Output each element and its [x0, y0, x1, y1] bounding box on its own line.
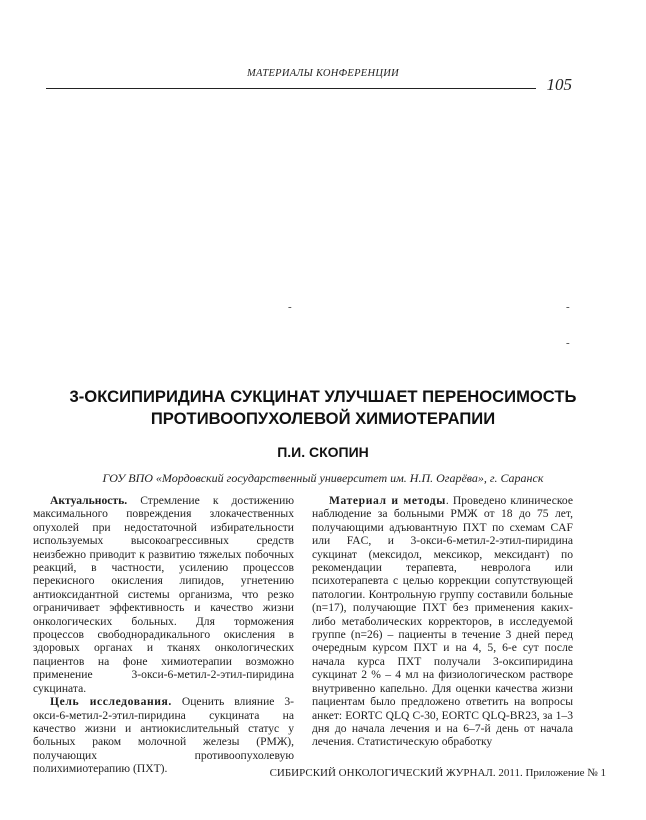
stray-mark: - — [566, 301, 570, 313]
header-rule — [46, 88, 536, 89]
aim-lead: Цель исследования. — [50, 695, 172, 709]
aim-paragraph — [33, 695, 294, 775]
title-line-2: ПРОТИВООПУХОЛЕВОЙ ХИМИОТЕРАПИИ — [150, 409, 496, 428]
aim-text: Оценить влияние 3-окси-6-метил-2-этил-пиридина сукцината на качество жизни и антиокислительный статус у больных раком молочной железы (РМЖ), получающих противоопухолевую полихимиотерапию (ПХТ). — [33, 695, 294, 776]
running-header: МАТЕРИАЛЫ КОНФЕРЕНЦИИ — [246, 68, 400, 79]
page-number: 105 — [546, 75, 572, 94]
stray-mark: - — [566, 337, 570, 349]
left-column — [33, 494, 294, 776]
journal-footer: СИБИРСКИЙ ОНКОЛОГИЧЕСКИЙ ЖУРНАЛ. 2011. Приложение № 1 — [269, 767, 606, 779]
methods-paragraph — [312, 494, 573, 749]
stray-mark: - — [288, 301, 292, 313]
right-column — [312, 494, 573, 749]
relevance-lead: Актуальность. — [50, 494, 128, 507]
title-line-1: 3-ОКСИПИРИДИНА СУКЦИНАТ УЛУЧШАЕТ ПЕРЕНОСИМОСТЬ — [69, 387, 577, 406]
relevance-text: Стремление к достижению максимального повреждения злокачественных опухолей при недостаточной избирательности используемых высокоагрессивных средств неизбежно приводит к развитию тяжелых побочных реакций, в частности, усилению процессов перекисного окисления липидов, угнетению антиоксидантной системы организма, что резко ограничивает эффективность и качество жизни онкологических больных. Для торможения процессов свободнорадикального окисления в здоровых органах и тканях онкологических пациентов на фоне химиотерапии возможно применение 3-окси-6-метил-2-этил-пиридина сукцината. — [33, 494, 294, 695]
relevance-paragraph — [33, 494, 294, 695]
methods-lead: Материал и методы — [329, 494, 446, 507]
author: П.И. СКОПИН — [277, 444, 369, 460]
article-title — [40, 386, 606, 430]
methods-text: . Проведено клиническое наблюдение за больными РМЖ от 18 до 75 лет, получающими адъювантную ПХТ по схемам CAF или FAC, и 3-окси-6-метил-2-этил-пиридина сукцинат (мексидол, мексикор, мексидант) по рекомендации терапевта, невролога или психотерапевта с целью коррекции сопутствующей патологии. Контрольную группу составили больные (n=17), получающие ПХТ без применения каких-либо метаболических корректоров, в исследуемой группе (n=26) – пациенты в течение 3 дней перед очередным курсом ПХТ и на 4, 5, 6-е сут после начала курса ПХТ получали 3-оксипиридина сукцинат 2 % – 4 мл на физиологическом растворе внутривенно капельно. Для оценки качества жизни пациентам было предложено ответить на вопросы анкет: EORTC QLQ C-30, EORTC QLQ-BR23, за 1–3 дня до начала лечения и на 6–7-й день от начала лечения. Статистическую обработку — [312, 494, 573, 749]
affiliation: ГОУ ВПО «Мордовский государственный университет им. Н.П. Огарёва», г. Саранск — [102, 471, 544, 485]
